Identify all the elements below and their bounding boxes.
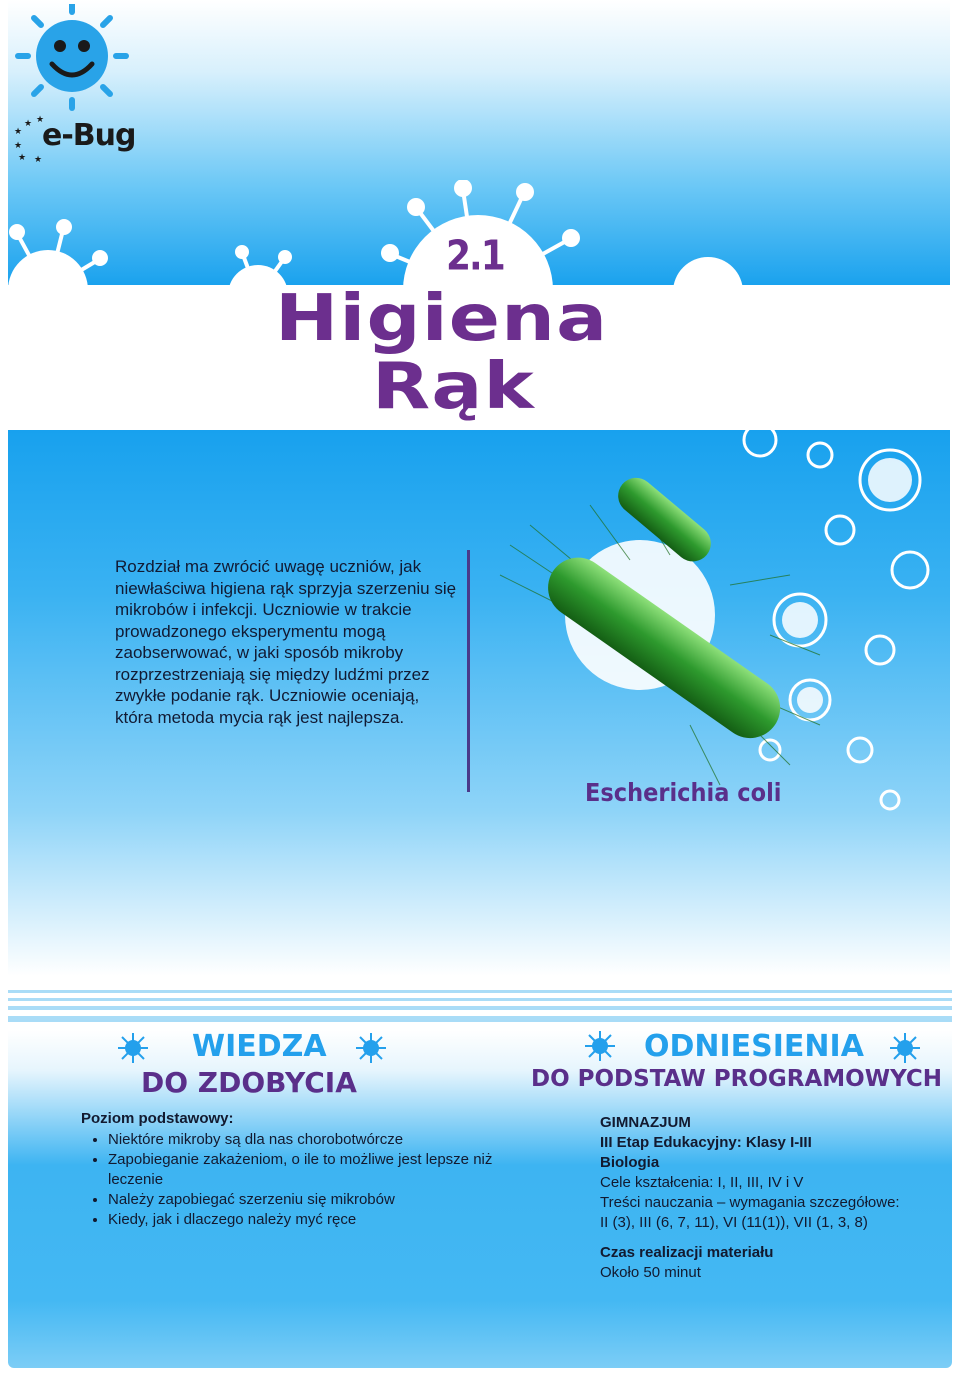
- image-caption: Escherichia coli: [585, 778, 782, 807]
- duration-value: Około 50 minut: [600, 1264, 701, 1281]
- page-title-line2: Rąk: [372, 350, 535, 424]
- list-item: • Kiedy, jak i dlaczego należy myć ręce: [108, 1210, 508, 1230]
- svg-text:★: ★: [14, 126, 23, 136]
- sun-bullet-icon: [585, 1031, 615, 1061]
- svg-text:★: ★: [34, 154, 43, 164]
- list-item: • Zapobieganie zakażeniom, o ile to możliwe jest lepsze niż leczenie: [108, 1150, 508, 1190]
- decorative-stripes: [8, 990, 952, 1030]
- svg-text:★: ★: [24, 118, 33, 128]
- knowledge-heading: WIEDZA: [192, 1029, 327, 1064]
- intro-text: Rozdział ma zwrócić uwagę uczniów, jak niewłaściwa higiena rąk sprzyja szerzeniu się mikrobów i infekcji. Uczniowie w trakcie prowadzonego eksperymentu mogą zaobserwować, w jaki sposób mikroby rozprzestrzeniają się między ludźmi przez zwykłe podanie rąk. Uczniowie oceniają, która metoda mycia rąk jest najlepsza.: [115, 557, 457, 727]
- references-subheading: DO PODSTAW PROGRAMOWYCH: [531, 1066, 943, 1092]
- sun-bullet-icon: [356, 1033, 386, 1063]
- duration-label: Czas realizacji materiału: [600, 1244, 774, 1261]
- sun-bullet-icon: [890, 1033, 920, 1063]
- svg-text:★: ★: [14, 140, 23, 150]
- knowledge-list: [80, 1130, 508, 1230]
- svg-text:★: ★: [18, 152, 27, 162]
- divider: [467, 550, 470, 792]
- education-goals: Cele kształcenia: I, II, III, IV i V: [600, 1174, 804, 1191]
- education-stage: III Etap Edukacyjny: Klasy I-III: [600, 1134, 812, 1151]
- page-title-line1: Higiena: [275, 282, 609, 356]
- sun-bullet-icon: [118, 1033, 148, 1063]
- school-level: GIMNAZJUM: [600, 1114, 691, 1131]
- curriculum-content: Treści nauczania – wymagania szczegółowe: II (3), III (6, 7, 11), VI (11(1)), VII (1, 3, 8): [600, 1194, 900, 1231]
- level-label: Poziom podstawowy:: [81, 1110, 234, 1127]
- references-block: [600, 1113, 900, 1283]
- references-heading: ODNIESIENIA: [644, 1029, 864, 1064]
- subject: Biologia: [600, 1154, 660, 1171]
- list-item: • Należy zapobiegać szerzeniu się mikrobów: [108, 1190, 508, 1210]
- list-item: • Niektóre mikroby są dla nas chorobotwórcze: [108, 1130, 508, 1150]
- knowledge-subheading: DO ZDOBYCIA: [141, 1066, 357, 1099]
- ebug-logo-text: e-Bug: [42, 118, 136, 153]
- svg-text:★: ★: [36, 114, 45, 124]
- lesson-number: 2.1: [446, 232, 504, 281]
- bacteria-illustration-icon: [490, 465, 920, 825]
